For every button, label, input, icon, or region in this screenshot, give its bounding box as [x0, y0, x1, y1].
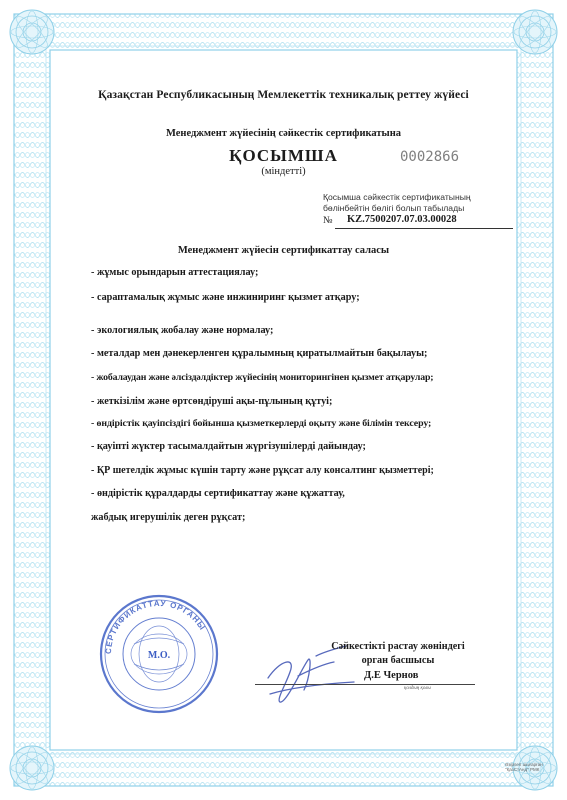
signer-role-line2: орган басшысы: [361, 655, 435, 666]
scope-item: - экологиялық жобалау және нормалау;: [91, 325, 274, 336]
certificate-line: Менеджмент жүйесінің сәйкестік сертификатына: [165, 128, 402, 139]
official-stamp: [94, 592, 224, 717]
annex-reference: [323, 192, 513, 214]
scope-item: - өндірістік құралдарды сертификаттау және құжаттау,: [91, 488, 345, 499]
signature-line: [255, 684, 475, 685]
signer-role-line1: Сәйкестікті растау жөніндегі: [331, 641, 465, 652]
scope-item: - металдар мен дәнекерленген құралымның қиратылмайтын бақылауы;: [91, 348, 428, 359]
number-sign: №: [323, 215, 333, 226]
scope-item: - сараптамалық жұмыс және инжиниринг қызмет атқару;: [91, 292, 360, 303]
scope-item: - жобалаудан және әлсіздәлдіктер жүйесінің мониторингінен қызмет атқарулар;: [91, 372, 434, 383]
system-header: Қазақстан Республикасының Мемлекеттік техникалық реттеу жүйесі: [98, 89, 469, 101]
annex-subtitle: (міндетті): [261, 166, 306, 177]
serial-number: 0002866: [400, 149, 460, 165]
scope-item: - қауіпті жүктер тасымалдайтын жүргізушілерді дайындау;: [91, 441, 366, 452]
scope-item: - жеткізілім және өртсөндіруші ақы-пұлының құтуі;: [91, 396, 333, 407]
scope-title: Менеджмент жүйесін сертификаттау саласы: [177, 245, 390, 256]
signer-role: [298, 640, 498, 668]
scope-item: жабдық игерушілік деген рұқсат;: [91, 512, 246, 523]
scope-item: - жұмыс орындарын аттестациялау;: [91, 267, 259, 278]
stamp-center-text: М.О.: [147, 650, 171, 661]
scope-item: - өндірістік қауіпсіздігі бойынша қызметкерлерді оқыту және білімін тексеру;: [91, 418, 432, 429]
certificate-number-value: KZ.7500207.07.03.00028: [347, 214, 457, 225]
annex-title: ҚОСЫМША: [229, 146, 338, 165]
signature-caption: қолдың қолы: [404, 686, 431, 691]
annex-reference-line2: бөлінбейтін бөлігі болып табылады: [323, 203, 465, 213]
printer-note: Әзірлеп шығарған "ҚазСтАнд" РМК: [505, 762, 543, 772]
number-underline: [335, 228, 513, 229]
certificate-number: [323, 214, 513, 228]
scope-item: - ҚР шетелдік жұмыс күшін тарту және рұқсат алу консалтинг қызметтері;: [91, 465, 434, 476]
annex-reference-line1: Қосымша сәйкестік сертификатының: [323, 192, 471, 202]
signer-name: Д.Е Чернов: [364, 670, 419, 681]
stamp-text: СЕРТИФИКАТТАУ ОРГАНЫ: [103, 598, 208, 655]
